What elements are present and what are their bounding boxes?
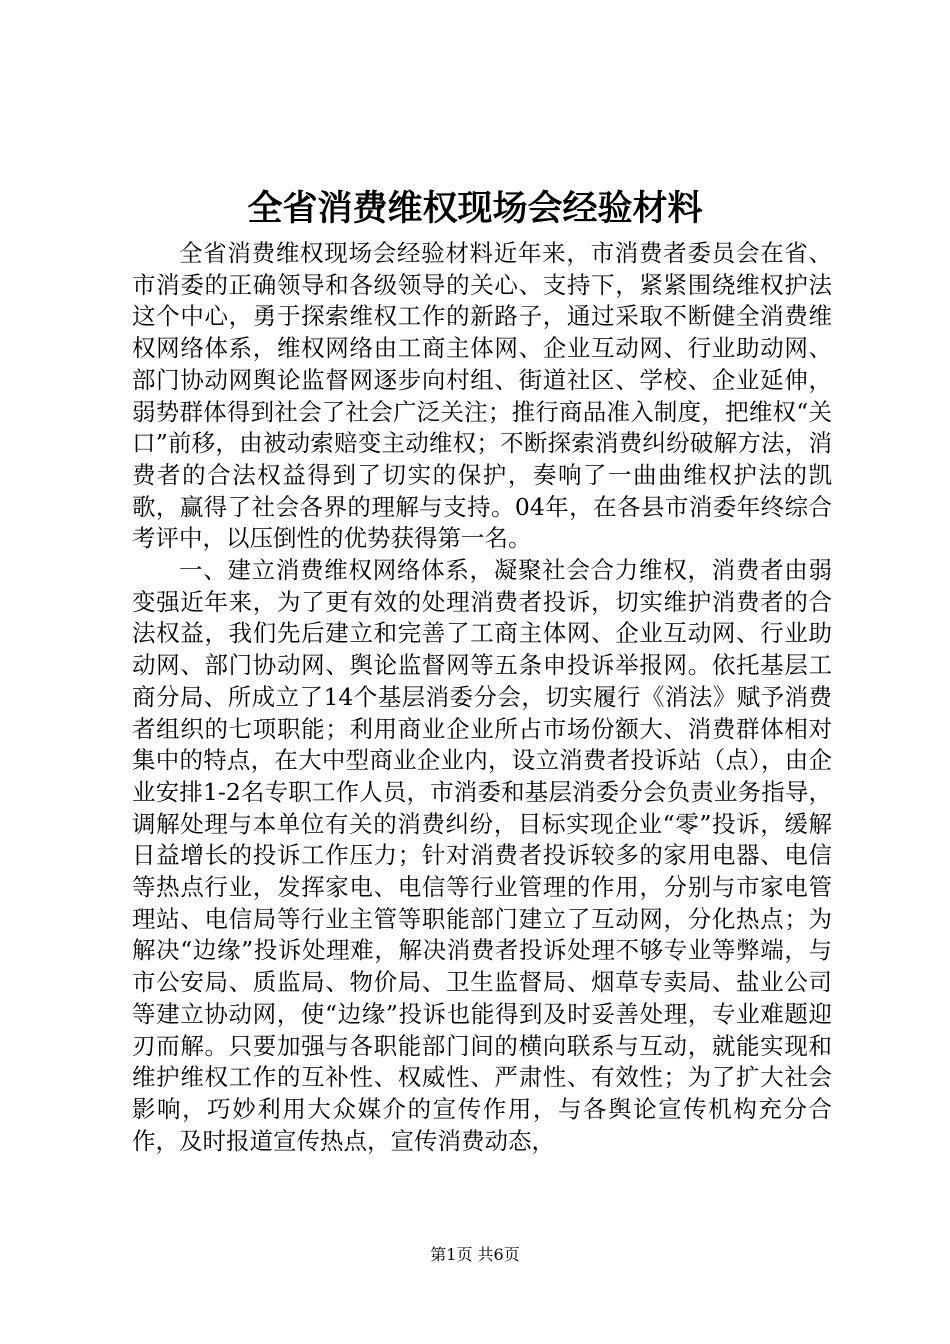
document-body	[132, 238, 832, 1157]
document-title: 全省消费维权现场会经验材料	[247, 188, 703, 229]
paragraph-intro: 全省消费维权现场会经验材料近年来，市消费者委员会在省、市消委的正确领导和各级领导的关心、支持下，紧紧围绕维权护法这个中心，勇于探索维权工作的新路子，通过采取不断健全消费维权网络体系，维权网络由工商主体网、企业互动网、行业助动网、部门协动网舆论监督网逐步向村组、街道社区、学校、企业延伸，弱势群体得到社会了社会广泛关注；推行商品准入制度，把维权“关口”前移，由被动索赔变主动维权；不断探索消费纠纷破解方法，消费者的合法权益得到了切实的保护，奏响了一曲曲维权护法的凯歌，赢得了社会各界的理解与支持。04年，在各县市消委年终综合考评中，以压倒性的优势获得第一名。	[132, 239, 832, 553]
page-number-footer: 第1页 共6页	[430, 1245, 520, 1264]
paragraph-section-one: 一、建立消费维权网络体系，凝聚社会合力维权，消费者由弱变强近年来，为了更有效的处理消费者投诉，切实维护消费者的合法权益，我们先后建立和完善了工商主体网、企业互动网、行业助动网、部门协动网、舆论监督网等五条申投诉举报网。依托基层工商分局、所成立了14个基层消委分会，切实履行《消法》赋予消费者组织的七项职能；利用商业企业所占市场份额大、消费群体相对集中的特点，在大中型商业企业内，设立消费者投诉站（点），由企业安排1-2名专职工作人员，市消委和基层消委分会负责业务指导，调解处理与本单位有关的消费纠纷，目标实现企业“零”投诉，缓解日益增长的投诉工作压力；针对消费者投诉较多的家用电器、电信等热点行业，发挥家电、电信等行业管理的作用，分别与市家电管理站、电信局等行业主管等职能部门建立了互动网，分化热点；为解决“边缘”投诉处理难，解决消费者投诉处理不够专业等弊端，与市公安局、质监局、物价局、卫生监督局、烟草专卖局、盐业公司等建立协动网，使“边缘”投诉也能得到及时妥善处理，专业难题迎刃而解。只要加强与各职能部门间的横向联系与互动，就能实现和维护维权工作的互补性、权威性、严肃性、有效性；为了扩大社会影响，巧妙利用大众媒介的宣传作用，与各舆论宣传机构充分合作，及时报道宣传热点，宣传消费动态，	[132, 556, 832, 1155]
